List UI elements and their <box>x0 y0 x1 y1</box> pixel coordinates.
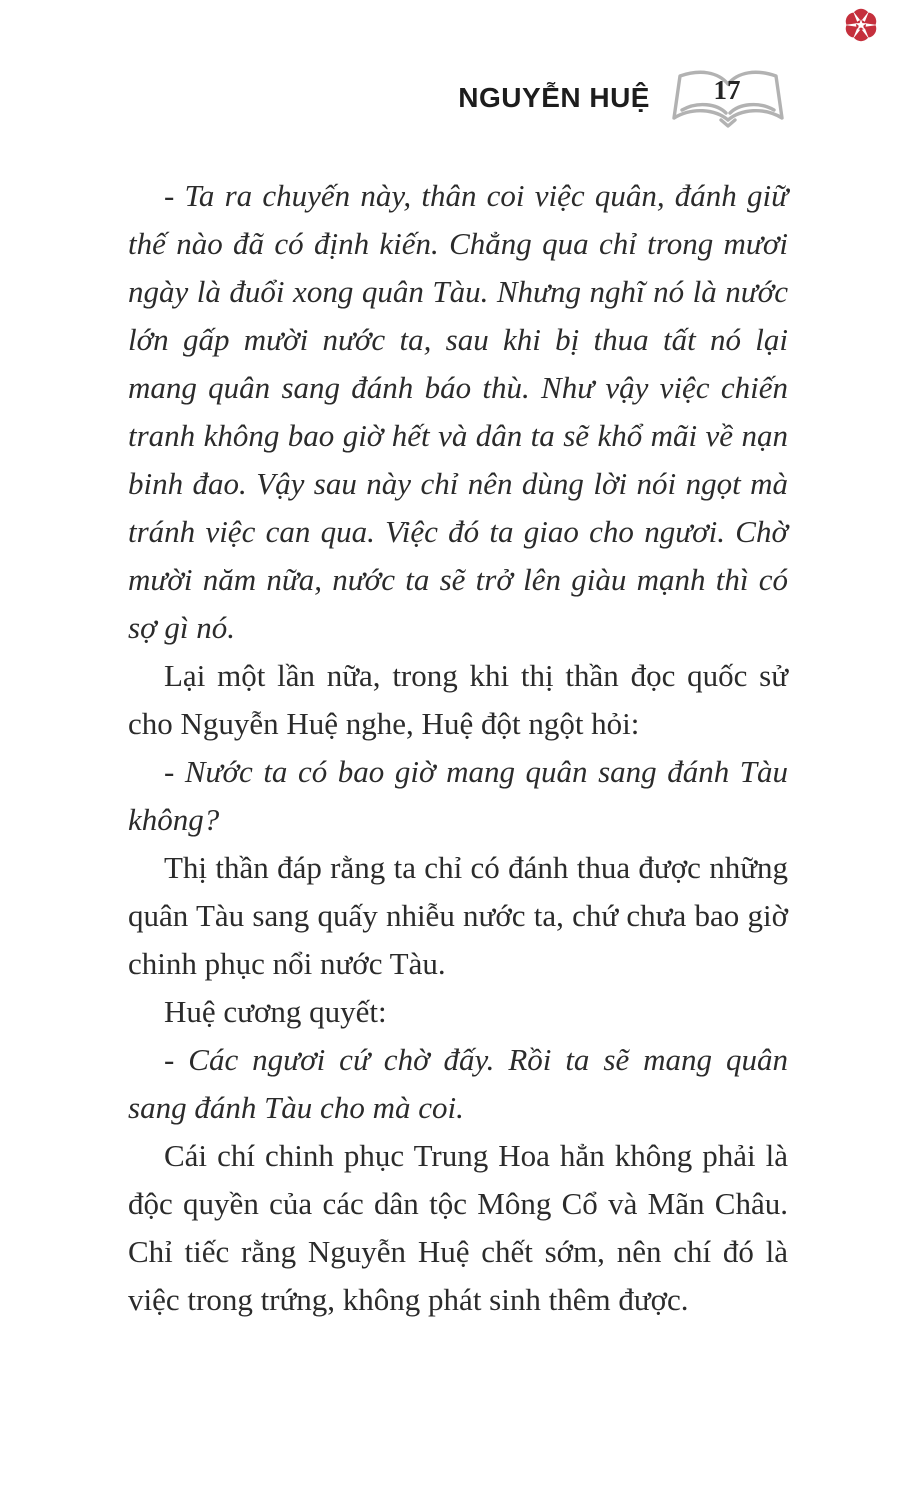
page-number-badge <box>670 66 788 136</box>
paragraph-dialogue-3: - Các ngươi cứ chờ đấy. Rồi ta sẽ mang quân sang đánh Tàu cho mà coi. <box>128 1042 788 1125</box>
page-number: 17 <box>713 75 741 105</box>
paragraph-narration-3: Huệ cương quyết: <box>164 994 387 1029</box>
paragraph-narration-4: Cái chí chinh phục Trung Hoa hẳn không phải là độc quyền của các dân tộc Mông Cổ và Mãn Châu. Chỉ tiếc rằng Nguyễn Huệ chết sớm, nên chí đó là việc trong trứng, không phát sinh thêm được. <box>128 1138 788 1317</box>
page-header <box>128 64 788 138</box>
paragraph-dialogue-2: - Nước ta có bao giờ mang quân sang đánh Tàu không? <box>128 754 788 837</box>
paragraph-narration-1: Lại một lần nữa, trong khi thị thần đọc quốc sử cho Nguyễn Huệ nghe, Huệ đột ngột hỏi: <box>128 658 788 741</box>
paragraph-narration-2: Thị thần đáp rằng ta chỉ có đánh thua được những quân Tàu sang quấy nhiễu nước ta, chứ chưa bao giờ chinh phục nổi nước Tàu. <box>128 850 788 981</box>
page-text <box>128 172 788 1324</box>
paragraph-dialogue-1: - Ta ra chuyến này, thân coi việc quân, đánh giữ thế nào đã có định kiến. Chẳng qua chỉ trong mươi ngày là đuổi xong quân Tàu. Nhưng nghĩ nó là nước lớn gấp mười nước ta, sau khi bị thua tất nó lại mang quân sang đánh báo thù. Như vậy việc chiến tranh không bao giờ hết và dân ta sẽ khổ mãi về nạn binh đao. Vậy sau này chỉ nên dùng lời nói ngọt mà tránh việc can qua. Việc đó ta giao cho ngươi. Chờ mười năm nữa, nước ta sẽ trở lên giàu mạnh thì có sợ gì nó. <box>128 178 788 645</box>
chapter-title: NGUYỄN HUỆ <box>458 82 650 113</box>
red-flower-icon <box>844 7 878 43</box>
